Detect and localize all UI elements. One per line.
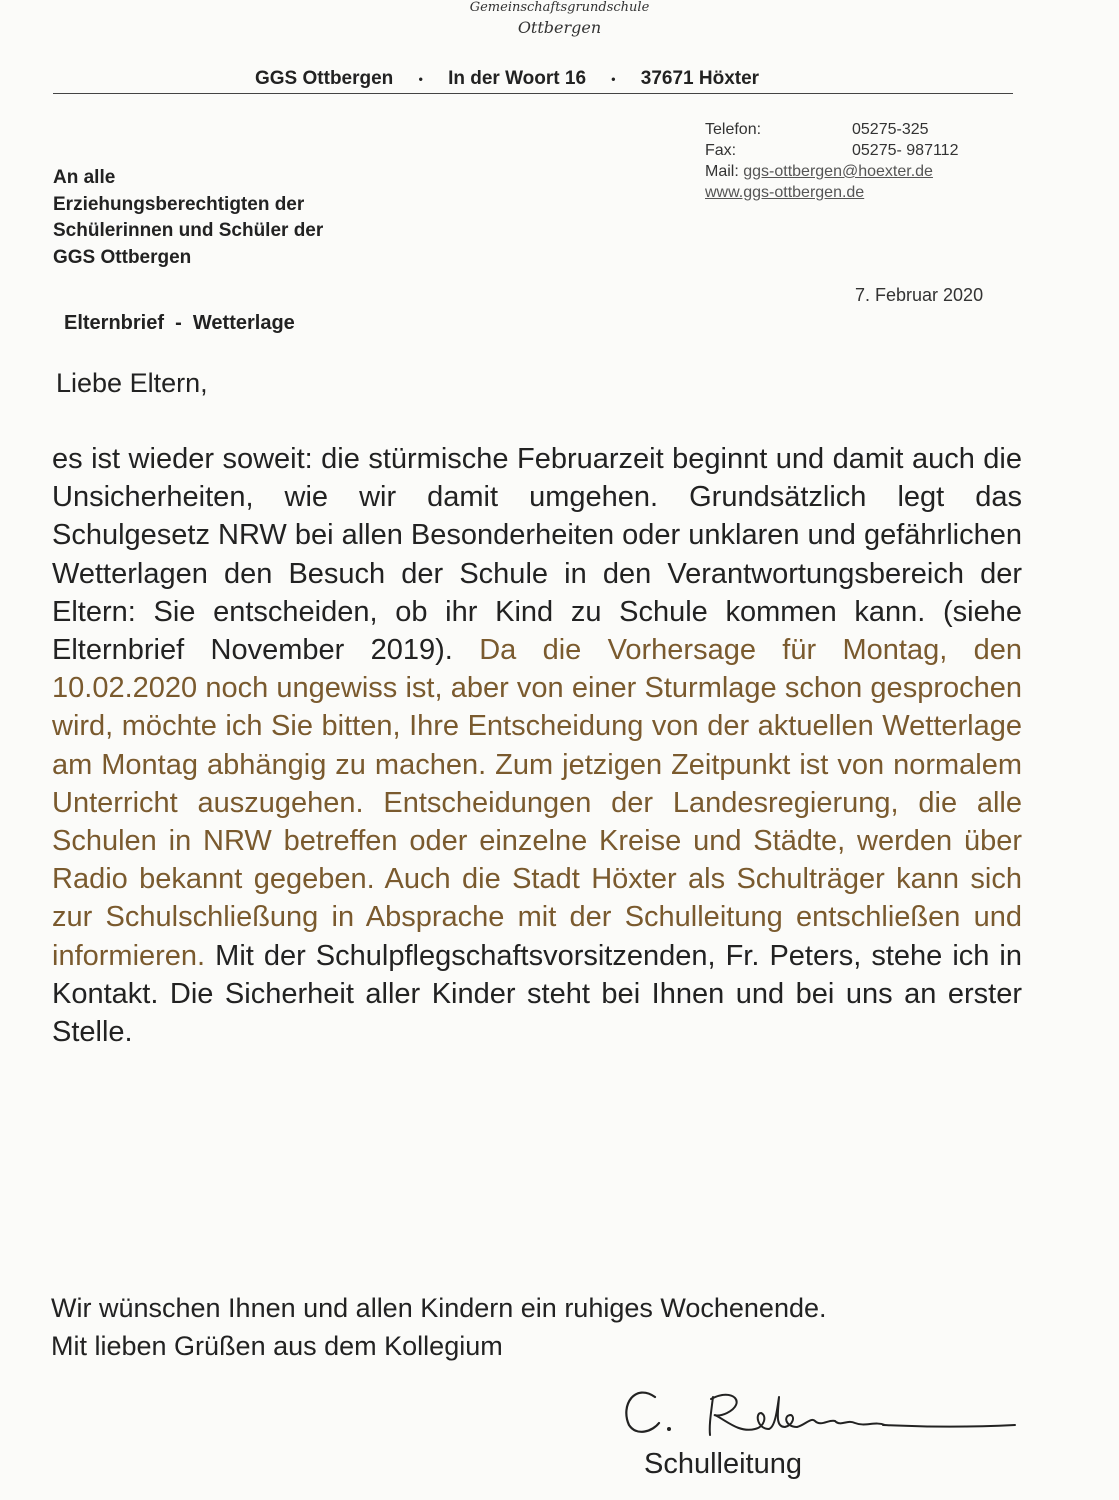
separator-dot-icon: • bbox=[418, 71, 423, 86]
closing-wish: Wir wünschen Ihnen und allen Kindern ein ruhiges Wochenende. bbox=[51, 1293, 827, 1323]
letter-body bbox=[52, 440, 1022, 1051]
separator-dot-icon: • bbox=[611, 71, 616, 86]
letter-date: 7. Februar 2020 bbox=[855, 285, 984, 305]
fax-number: 05275- 987112 bbox=[852, 142, 959, 159]
handwritten-signature bbox=[615, 1375, 1025, 1445]
phone-label: Telefon: bbox=[705, 121, 762, 138]
phone-number: 05275-325 bbox=[852, 121, 929, 138]
body-paragraph-forecast: Da die Vorhersage für Montag, den 10.02.2020 noch ungewiss ist, aber von einer Sturmlage schon gesprochen wird, möchte ich Sie bitten, Ihre Entscheidung von der aktuellen Wetterlage am Montag abhängig zu machen. Zum jetzigen Zeitpunkt ist von normalem Unterricht auszugehen. Entscheidungen der Landesregierung, die alle Schulen in NRW betreffen oder einzelne Kreise und Städte, werden über Radio bekannt gegeben. Auch die Stadt Höxter als Schulträger kann sich zur Schulschließung in Absprache mit der Schulleitung entschließen und informieren. bbox=[52, 634, 1022, 972]
contact-block bbox=[705, 119, 958, 203]
letterhead-address bbox=[255, 68, 759, 90]
school-street: In der Woort 16 bbox=[448, 68, 587, 89]
recipient-block bbox=[53, 165, 323, 271]
signature-role: Schulleitung bbox=[644, 1448, 802, 1480]
school-type-handwritten: Gemeinschaftsgrundschule bbox=[469, 0, 650, 15]
recipient-line: Schülerinnen und Schüler der bbox=[53, 220, 324, 241]
letter-subject: Elternbrief - Wetterlage bbox=[64, 312, 295, 334]
website: www.ggs-ottbergen.de bbox=[705, 184, 865, 201]
recipient-line: An alle bbox=[53, 167, 116, 188]
recipient-line: Erziehungsberechtigten der bbox=[53, 193, 305, 215]
salutation: Liebe Eltern, bbox=[56, 368, 208, 398]
body-paragraph-intro: es ist wieder soweit: die stürmische Februarzeit beginnt und damit auch die Unsicherheiten, wie wir damit umgehen. bbox=[52, 443, 1022, 514]
closing-greeting: Mit lieben Grüßen aus dem Kollegium bbox=[51, 1331, 503, 1361]
school-city: 37671 Höxter bbox=[640, 68, 760, 89]
body-paragraph-law: Grundsätzlich legt das Schulgesetz NRW bei allen Besonderheiten oder unklaren und gefährlichen Wetterlagen den Besuch der Schule in den Verantwortungsbereich der Eltern: Sie entscheiden, ob ihr Kind zu Schule kommen kann. (siehe Elternbrief November 2019). bbox=[52, 481, 1022, 667]
school-name: GGS Ottbergen bbox=[255, 68, 394, 89]
school-place-handwritten: Ottbergen bbox=[517, 18, 602, 37]
letterhead-rule bbox=[53, 93, 1013, 94]
recipient-line: GGS Ottbergen bbox=[53, 246, 192, 268]
mail-address: ggs-ottbergen@hoexter.de bbox=[743, 163, 933, 180]
fax-label: Fax: bbox=[705, 142, 737, 159]
body-paragraph-contact: Mit der Schulpflegschaftsvorsitzenden, Fr. Peters, stehe ich in Kontakt. Die Sicherheit aller Kinder steht bei Ihnen und bei uns an erster Stelle. bbox=[52, 939, 1022, 1049]
closing-block bbox=[51, 1289, 827, 1365]
mail-label: Mail: bbox=[705, 163, 739, 180]
